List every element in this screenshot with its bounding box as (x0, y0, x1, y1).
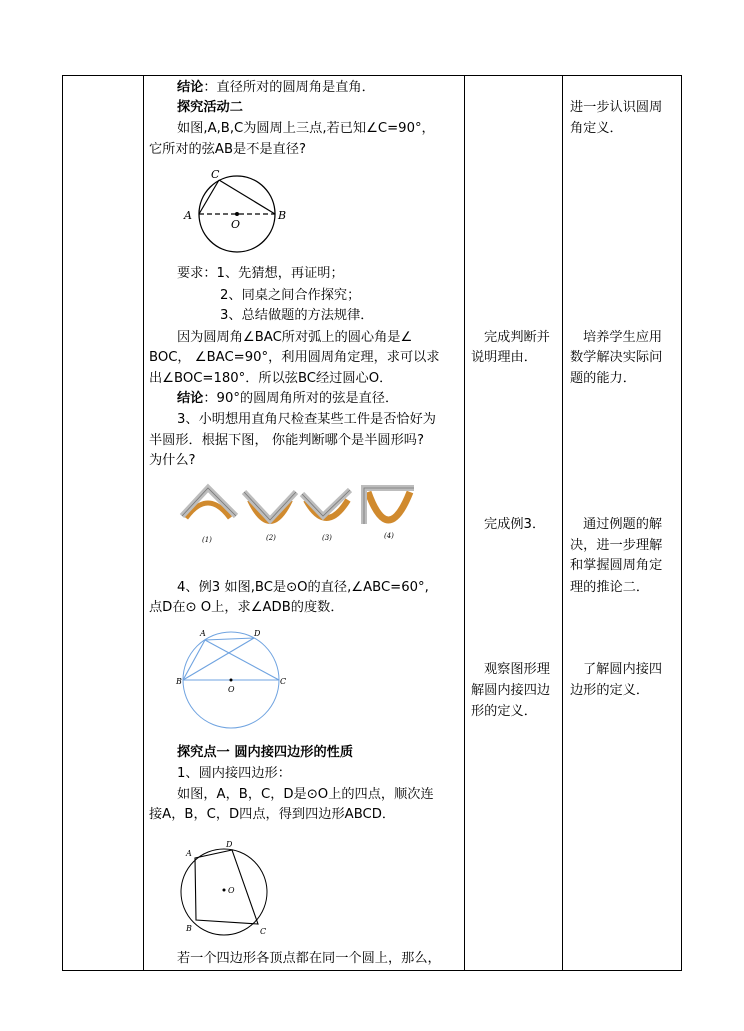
purpose-3-line-4: 理的推论二． (570, 580, 650, 595)
purpose-2-line-2: 数学解决实际问 (570, 350, 663, 365)
proof-line-3: 出∠BOC=180°．所以弦BC经过圆心O． (149, 371, 393, 386)
example-3-line-2: 点D在⊙ O上，求∠ADB的度数． (149, 600, 344, 615)
figure-inscribed-quadrilateral (178, 838, 278, 938)
table-border-left (62, 75, 63, 971)
purpose-1-line-2: 角定义． (570, 121, 623, 136)
conclusion-1: 结论：直径所对的圆周角是直角． (177, 80, 375, 95)
purpose-4-line-1: 了解圆内接四 (583, 662, 663, 677)
purpose-1-line-1: 进一步认识圆周 (570, 100, 663, 115)
point-label-a3: A (186, 849, 192, 858)
fig-label-3: (3) (322, 534, 332, 542)
student-activity-1-line-2: 说明理由． (471, 350, 537, 365)
requirement-line-2: 2、同桌之间合作探究； (220, 288, 361, 303)
table-border-col1 (143, 75, 144, 971)
purpose-2-line-3: 题的能力． (570, 371, 636, 386)
point-label-a2: A (200, 629, 206, 638)
purpose-3-line-3: 和掌握圆周角定 (570, 558, 663, 573)
question-3-line-1: 3、小明想用直角尺检查某些工件是否恰好为 (177, 412, 436, 427)
point-label-c: C (211, 168, 220, 181)
question-3-line-3: 为什么? (149, 453, 196, 468)
section-heading-inscribed-quad: 探究点一 圆内接四边形的性质 (177, 745, 354, 760)
figure-circle-diameter-bc (176, 626, 296, 738)
question-1-line-1: 如图,A,B,C为圆周上三点,若已知∠C=90°， (177, 121, 435, 136)
student-activity-3-line-3: 形的定义． (471, 704, 537, 719)
table-border-col2 (464, 75, 465, 971)
purpose-3-line-1: 通过例题的解 (583, 517, 663, 532)
fig-label-4: (4) (384, 532, 394, 540)
point-label-o: O (231, 218, 241, 231)
point-label-a: A (184, 209, 192, 222)
point-label-b2: B (176, 677, 182, 686)
table-bottom-border (62, 970, 682, 971)
last-line: 若一个四边形各顶点都在同一个圆上，那么， (177, 951, 441, 966)
requirement-line-1: 要求：1、先猜想，再证明； (177, 266, 344, 281)
point-label-d2: D (254, 629, 261, 638)
question-1-line-2: 它所对的弦AB是不是直径? (149, 142, 306, 157)
question-3-line-2: 半圆形．根据下图， 你能判断哪个是半圆形吗? (149, 433, 424, 448)
requirement-line-3: 3、总结做题的方法规律． (220, 308, 374, 323)
point-label-c3: C (260, 927, 267, 936)
point-label-b: B (278, 209, 287, 222)
purpose-4-line-2: 边形的定义． (570, 683, 650, 698)
figure-ruler-workpieces (178, 478, 428, 546)
proof-line-2: BOC， ∠BAC=90°，利用圆周角定理，求可以求 (149, 350, 440, 365)
activity-2-heading: 探究活动二 (177, 100, 243, 115)
definition-line-2: 接A，B，C，D四点，得到四边形ABCD． (149, 807, 396, 822)
conclusion-2: 结论：90°的圆周角所对的弦是直径． (177, 391, 399, 406)
point-label-b3: B (186, 924, 192, 933)
student-activity-3-line-1: 观察图形理 (484, 662, 550, 677)
point-label-o2: O (228, 685, 235, 694)
point-label-c2: C (280, 677, 287, 686)
proof-line-1: 因为圆周角∠BAC所对弧上的圆心角是∠ (177, 330, 413, 345)
student-activity-1-line-1: 完成判断并 (484, 330, 550, 345)
fig-label-2: (2) (266, 534, 276, 542)
purpose-3-line-2: 决，进一步理解 (570, 538, 663, 553)
figure-circle-right-angle (178, 166, 298, 266)
table-border-right (681, 75, 682, 971)
example-3-line-1: 4、例3 如图,BC是⊙O的直径,∠ABC=60°, (177, 580, 429, 595)
table-top-border (62, 75, 682, 76)
item-1-heading: 1、圆内接四边形： (177, 766, 291, 781)
definition-line-1: 如图，A，B，C，D是⊙O上的四点，顺次连 (177, 787, 434, 802)
fig-label-1: (1) (202, 536, 212, 544)
point-label-d3: D (226, 840, 233, 849)
point-label-o3: O (228, 886, 235, 895)
table-border-col3 (562, 75, 563, 971)
student-activity-2: 完成例3． (484, 517, 546, 532)
purpose-2-line-1: 培养学生应用 (583, 330, 663, 345)
student-activity-3-line-2: 解圆内接四边 (471, 683, 551, 698)
